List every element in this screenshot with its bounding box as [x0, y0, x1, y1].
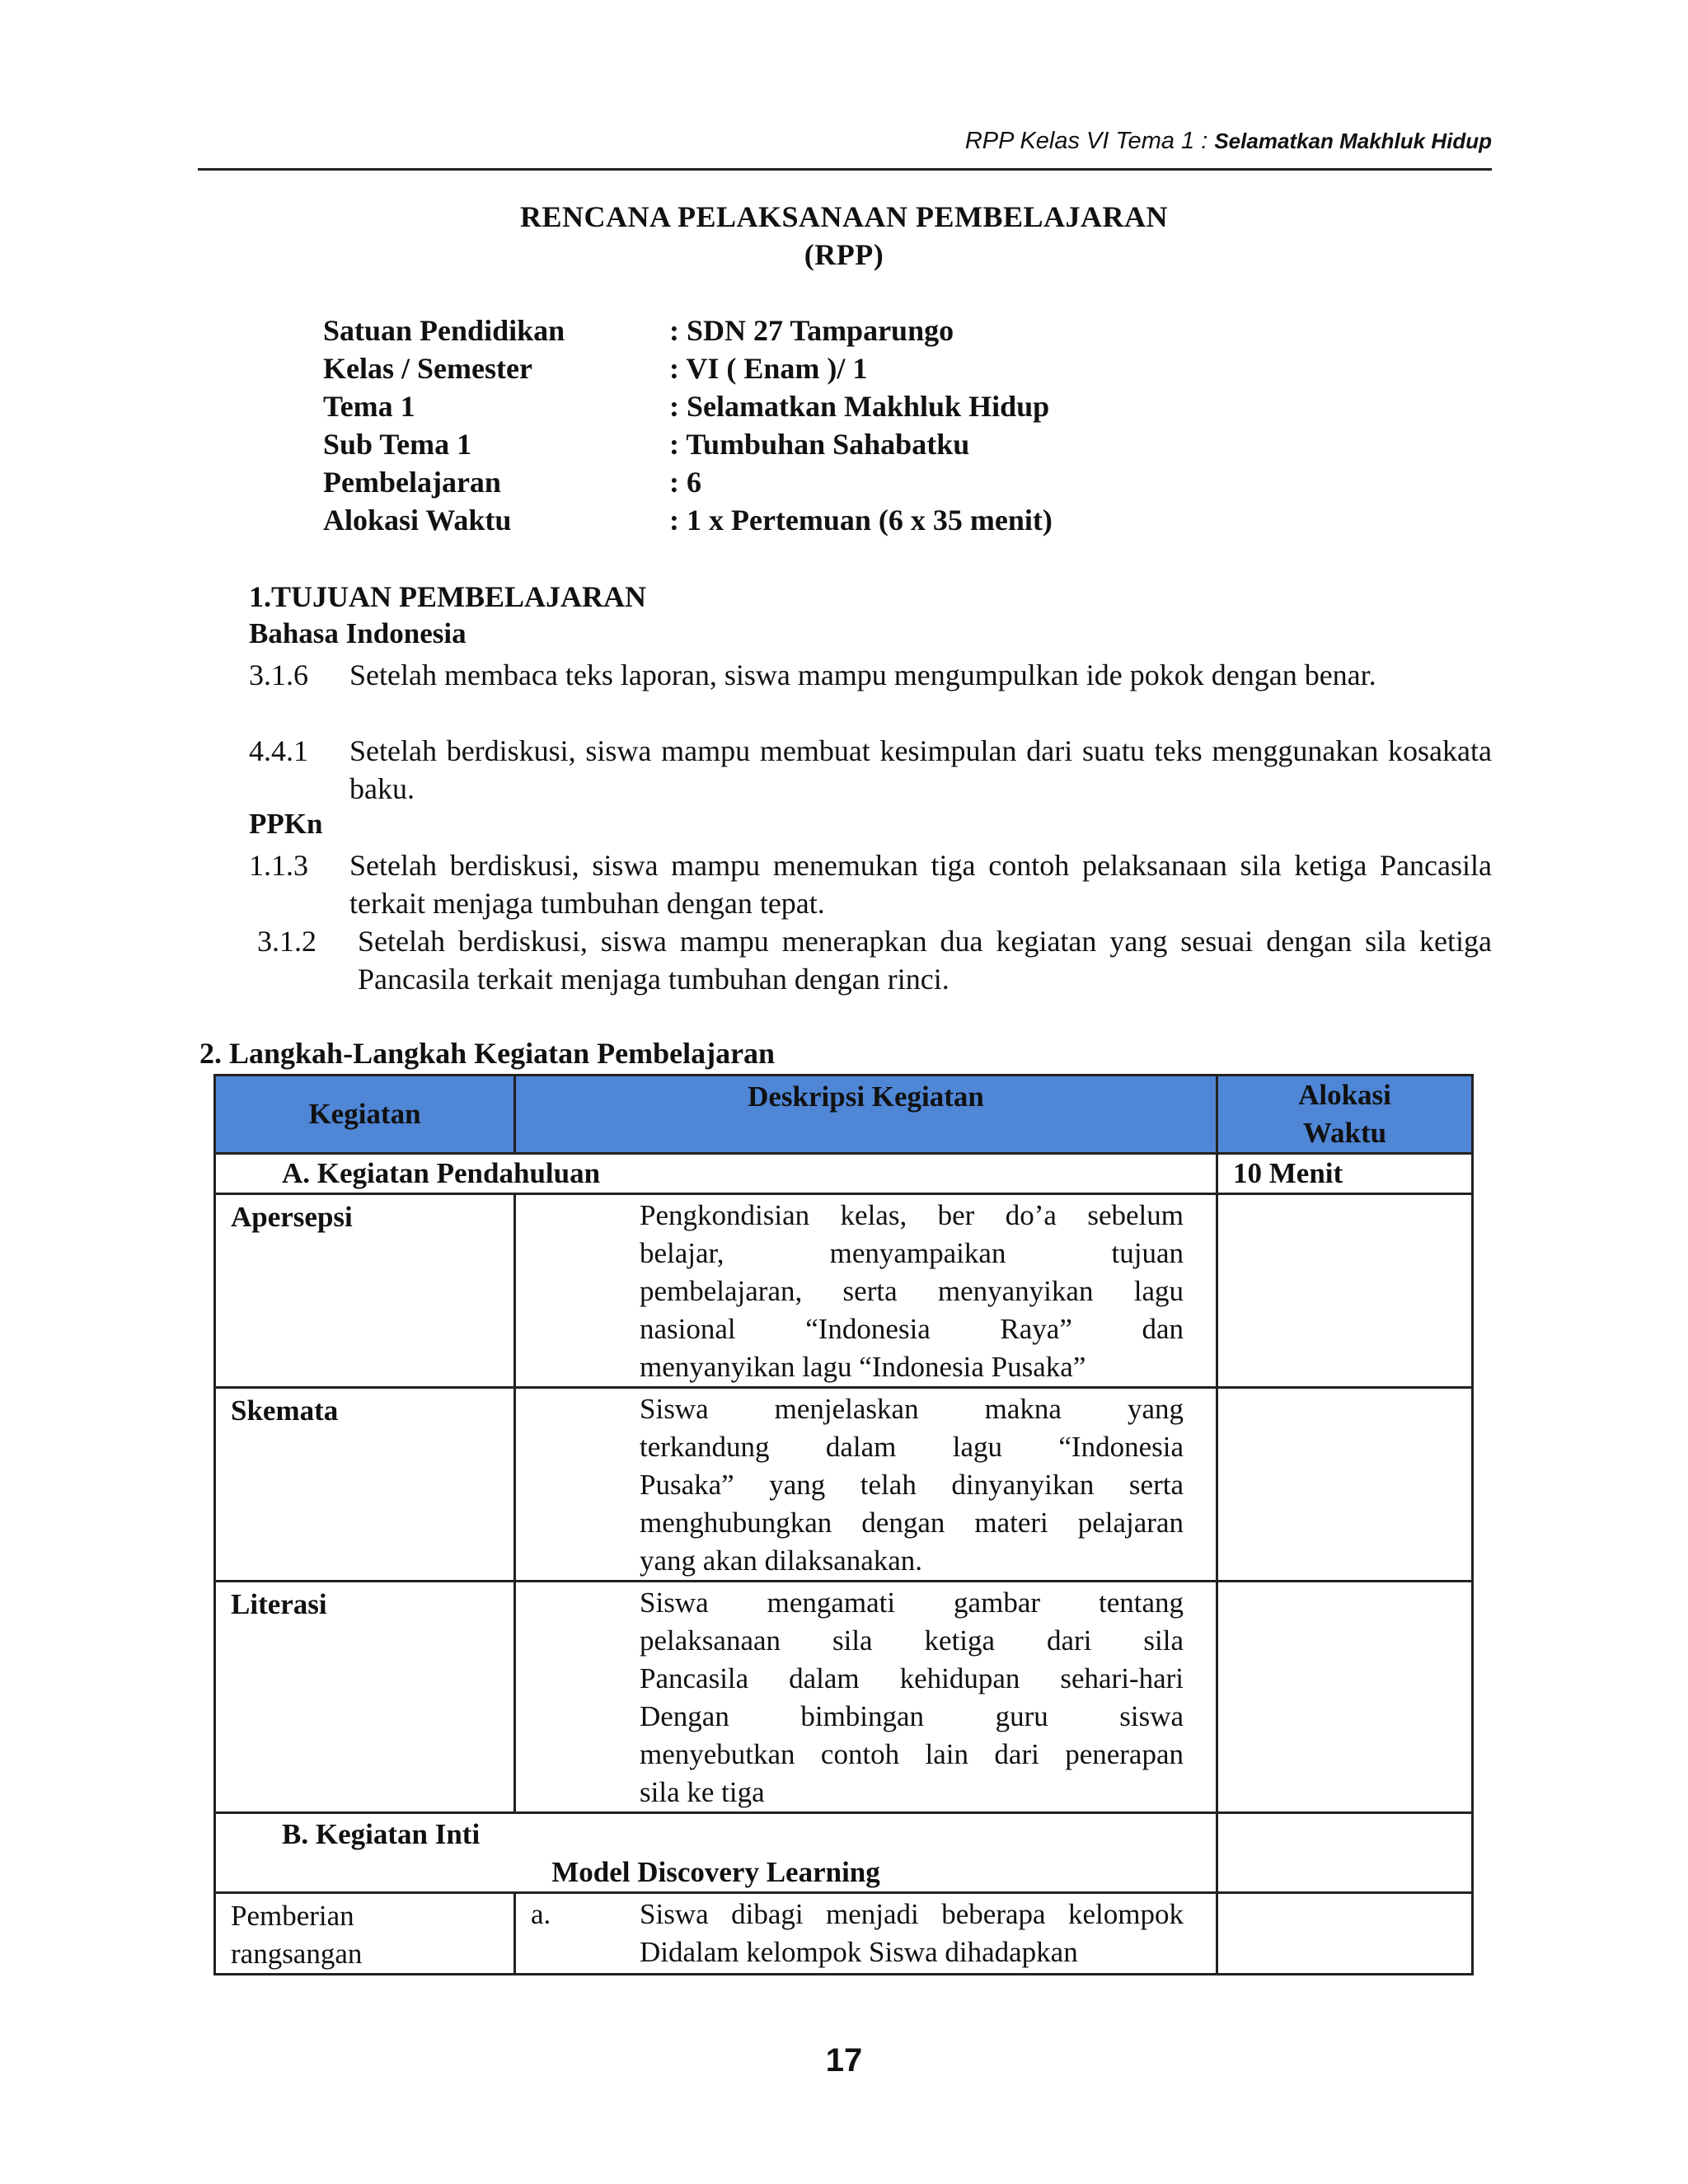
description-line: menyebutkan contoh lain dari penerapan — [640, 1738, 1184, 1770]
table-header-row — [215, 1076, 1473, 1154]
identity-label: Tema 1 — [323, 390, 415, 423]
identity-label: Alokasi Waktu — [323, 504, 512, 537]
activity-name: Apersepsi — [215, 1194, 515, 1388]
header-kegiatan: Kegiatan — [215, 1076, 515, 1154]
table-row — [215, 1893, 1473, 1975]
subject-heading: Bahasa Indonesia — [249, 617, 467, 649]
description-line: menyanyikan lagu “Indonesia Pusaka” — [640, 1351, 1086, 1383]
header-deskripsi: Deskripsi Kegiatan — [515, 1076, 1217, 1154]
section-a-time: 10 Menit — [1217, 1154, 1473, 1194]
identity-label: Pembelajaran — [323, 466, 501, 499]
activity-description — [515, 1893, 1217, 1975]
description-line: Pancasila dalam kehidupan sehari-hari — [640, 1662, 1184, 1694]
activity-time — [1217, 1893, 1473, 1975]
header-alokasi-line1: Alokasi — [1298, 1079, 1391, 1111]
description-line: Pengkondisian kelas, ber do’a sebelum — [640, 1199, 1184, 1231]
activity-name: Literasi — [215, 1582, 515, 1813]
running-header — [965, 128, 1492, 155]
activity-name-line: Pemberian — [231, 1900, 354, 1932]
identity-block — [323, 312, 1164, 539]
description-line: Siswa mengamati gambar tentang — [640, 1586, 1184, 1619]
activity-name: Skemata — [215, 1388, 515, 1582]
activity-time — [1217, 1388, 1473, 1582]
section-a-label: A. Kegiatan Pendahuluan — [215, 1154, 1217, 1194]
description-line: Siswa dibagi menjadi beberapa kelompok — [640, 1898, 1184, 1930]
document-title: RENCANA PELAKSANAAN PEMBELAJARAN — [519, 200, 1169, 233]
description-line: sila ke tiga — [640, 1776, 765, 1808]
section-b-cell — [215, 1813, 1217, 1893]
identity-value: : Tumbuhan Sahabatku — [669, 428, 970, 461]
description-line: Siswa menjelaskan makna yang — [640, 1393, 1184, 1425]
description-line: terkandung dalam lagu “Indonesia — [640, 1431, 1184, 1463]
section-heading-steps: 2. Langkah-Langkah Kegiatan Pembelajaran — [199, 1037, 776, 1070]
objective-code: 3.1.6 — [249, 658, 308, 691]
objective-code: 4.4.1 — [249, 734, 308, 767]
identity-value: : 1 x Pertemuan (6 x 35 menit) — [669, 504, 1053, 537]
subject-heading: PPKn — [249, 808, 323, 840]
identity-label: Satuan Pendidikan — [323, 314, 565, 347]
identity-value: : Selamatkan Makhluk Hidup — [669, 390, 1050, 423]
section-heading-objectives: 1.TUJUAN PEMBELAJARAN — [249, 580, 647, 613]
objective-text: Setelah berdiskusi, siswa mampu menerapkan dua kegiatan yang sesuai dengan sila ketiga Pancasila terkait menjaga tumbuhan dengan rinci. — [358, 925, 1492, 996]
objective-code: 1.1.3 — [249, 849, 308, 882]
activity-name-line: rangsangan — [231, 1938, 363, 1970]
objective-text: Setelah membaca teks laporan, siswa mampu mengumpulkan ide pokok dengan benar. — [349, 658, 1376, 691]
table-row — [215, 1194, 1473, 1388]
section-b-model: Model Discovery Learning — [551, 1856, 880, 1888]
section-row-a — [215, 1154, 1473, 1194]
header-divider — [198, 168, 1492, 171]
identity-label: Kelas / Semester — [323, 352, 532, 385]
activity-time — [1217, 1194, 1473, 1388]
objective-text: Setelah berdiskusi, siswa mampu menemukan tiga contoh pelaksanaan sila ketiga Pancasila terkait menjaga tumbuhan dengan tepat. — [349, 849, 1492, 920]
table-row — [215, 1388, 1473, 1582]
section-row-b — [215, 1813, 1473, 1893]
identity-value: : VI ( Enam )/ 1 — [669, 352, 868, 385]
document-subtitle: (RPP) — [804, 238, 884, 271]
header-alokasi-line2: Waktu — [1302, 1117, 1387, 1149]
header-alokasi — [1217, 1076, 1473, 1154]
list-marker: a. — [531, 1898, 551, 1930]
header-theme: Selamatkan Makhluk Hidup — [1214, 129, 1492, 153]
description-line: pelaksanaan sila ketiga dari sila — [640, 1624, 1184, 1657]
activity-description — [515, 1388, 1217, 1582]
activity-description — [515, 1194, 1217, 1388]
activities-table — [213, 1074, 1474, 1975]
description-line: belajar, menyampaikan tujuan — [640, 1237, 1184, 1269]
page-number: 17 — [825, 2042, 863, 2079]
description-line: yang akan dilaksanakan. — [640, 1544, 923, 1577]
objective-text: Setelah berdiskusi, siswa mampu membuat kesimpulan dari suatu teks menggunakan kosakata baku. — [349, 734, 1492, 805]
description-line: Pusaka” yang telah dinyanyikan serta — [640, 1469, 1184, 1501]
identity-label: Sub Tema 1 — [323, 428, 472, 461]
objective-item — [249, 656, 1492, 694]
identity-value: : 6 — [669, 466, 701, 499]
identity-value: : SDN 27 Tamparungo — [669, 314, 954, 347]
description-line: nasional “Indonesia Raya” dan — [640, 1313, 1184, 1345]
section-b-label: B. Kegiatan Inti — [282, 1818, 481, 1850]
activity-name — [215, 1893, 515, 1975]
objective-item — [249, 846, 1492, 922]
activity-description — [515, 1582, 1217, 1813]
objective-item — [249, 732, 1492, 808]
section-b-time — [1217, 1813, 1473, 1893]
table-row — [215, 1582, 1473, 1813]
header-prefix: RPP Kelas VI Tema 1 : — [964, 128, 1215, 154]
objective-item — [257, 922, 1492, 998]
objective-code: 3.1.2 — [257, 925, 316, 958]
description-line: menghubungkan dengan materi pelajaran — [640, 1507, 1184, 1539]
description-line: Didalam kelompok Siswa dihadapkan — [640, 1936, 1078, 1968]
description-line: pembelajaran, serta menyanyikan lagu — [640, 1275, 1184, 1307]
activity-time — [1217, 1582, 1473, 1813]
description-line: Dengan bimbingan guru siswa — [640, 1700, 1184, 1732]
